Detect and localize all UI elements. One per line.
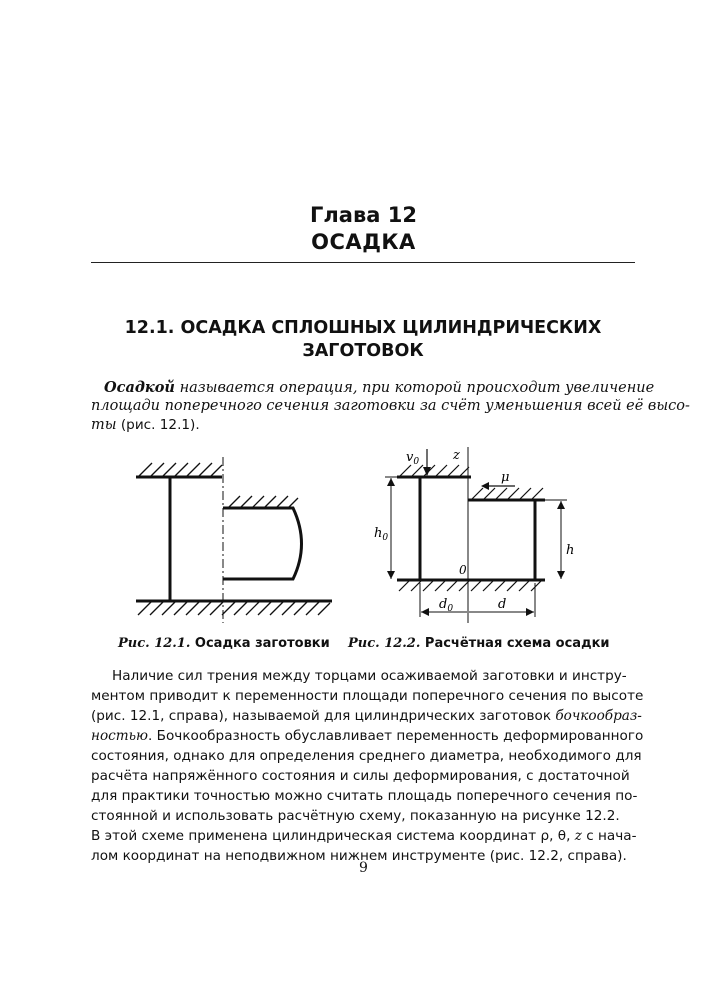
page-number: 9 (359, 860, 368, 876)
h-label: h (566, 543, 575, 558)
definition-line2: площади поперечного сечения заготовки за счёт уменьшения всей её высо- (91, 398, 690, 414)
d0-arrow (421, 608, 429, 616)
section-title-line1: 12.1. ОСАДКА СПЛОШНЫХ ЦИЛИНДРИЧЕСКИХ (124, 318, 602, 338)
upset-blank-contour (468, 500, 535, 580)
v0-label: $v_0$ (406, 450, 420, 467)
section-title-line2: ЗАГОТОВОК (302, 341, 424, 361)
figure-12-2-caption: Рис. 12.2. Расчётная схема осадки (348, 636, 610, 651)
upper-die-hatching (138, 463, 222, 477)
origin-label: 0 (459, 563, 467, 577)
figure-12-2-calculation-scheme (365, 445, 585, 625)
chapter-divider (91, 262, 635, 263)
chapter-number: Глава 12 (310, 203, 417, 227)
figure-12-1-upsetting-drawing (130, 455, 340, 625)
body-line6: расчёта напряжённого состояния и силы деформирования, с достаточной (91, 768, 630, 784)
velocity-arrowhead (423, 467, 431, 476)
z-label: z (453, 448, 460, 463)
h0-arrow-top (387, 478, 395, 486)
h-arrow-bottom (557, 571, 565, 579)
right-die-hatching (228, 496, 298, 508)
barrelled-blank-contour (223, 508, 302, 579)
figure-12-1-caption: Рис. 12.1. Осадка заготовки (118, 636, 330, 651)
body-line5: состояния, однако для определения среднего диаметра, необходимого для (91, 748, 642, 764)
lower-die-hatching (138, 601, 330, 615)
body-line8: стоянной и использовать расчётную схему, показанную на рисунке 12.2. (91, 808, 620, 824)
h-arrow-top (557, 501, 565, 509)
right-tool-hatching (471, 488, 543, 500)
definition-line3: ты (рис. 12.1). (91, 417, 200, 433)
body-line4: ностью. Бочкообразность обуславливает переменность деформированного (91, 728, 644, 744)
d-arrow (526, 608, 534, 616)
definition-line1: Осадкой называется операция, при которой происходит увеличение (104, 379, 655, 396)
body-line2: ментом приводит к переменности площади поперечного сечения по высоте (91, 688, 644, 704)
body-line7: для практики точностью можно считать площадь поперечного сечения по- (91, 788, 638, 804)
body-line9: В этой схеме применена цилиндрическая система координат ρ, θ, z с нача- (91, 828, 637, 844)
h0-arrow-bottom (387, 571, 395, 579)
h0-label: $h_0$ (374, 526, 389, 543)
d0-label: $d_0$ (439, 597, 454, 614)
chapter-title: ОСАДКА (311, 230, 416, 254)
body-line3: (рис. 12.1, справа), называемой для цилиндрических заготовок бочкообраз- (91, 708, 642, 724)
d-label: d (498, 597, 507, 612)
upper-tool-hatching (399, 465, 469, 477)
body-line1: Наличие сил трения между торцами осаживаемой заготовки и инстру- (112, 668, 627, 684)
definition-term: Осадкой (104, 379, 175, 396)
mu-label: μ (501, 470, 510, 485)
body-line10: лом координат на неподвижном нижнем инструменте (рис. 12.2, справа). (91, 848, 627, 864)
